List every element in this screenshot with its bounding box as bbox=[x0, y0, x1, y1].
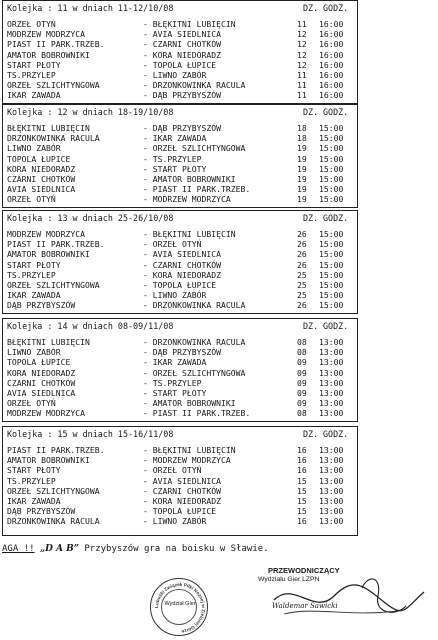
match-time: 16:00 bbox=[319, 19, 344, 29]
away-team: - DĄB PRZYBYSZÓW bbox=[143, 123, 221, 133]
away-team: - ORZEŁ OTYŃ bbox=[143, 239, 202, 250]
match-row bbox=[3, 455, 363, 465]
home-team: MODRZEW MODRZYCA bbox=[7, 29, 85, 40]
home-team: CZARNI CHOTKÓW bbox=[7, 174, 76, 184]
away-team: - AVIA SIEDLNICA bbox=[143, 29, 221, 40]
away-team: - AVIA SIEDLNICA bbox=[143, 249, 221, 260]
home-team: AMATOR BOBROWNIKI bbox=[7, 249, 90, 260]
round-box bbox=[2, 104, 358, 208]
home-team: BŁĘKITNI LUBIĘCIN bbox=[7, 337, 90, 347]
match-time: 16:00 bbox=[319, 80, 344, 91]
home-team: AVIA SIEDLNICA bbox=[7, 388, 76, 398]
match-time: 13:00 bbox=[319, 347, 344, 358]
match-row bbox=[3, 39, 363, 49]
round-header bbox=[7, 1, 357, 15]
note-text: Przybyszów gra na boisku w Sławie. bbox=[78, 544, 269, 554]
home-team: PIAST II PARK.TRZEB. bbox=[7, 239, 105, 250]
day-column-header: DZ. bbox=[303, 321, 319, 331]
round-header bbox=[7, 319, 357, 333]
round-box bbox=[2, 0, 358, 104]
home-team: ORZEŁ OTYŃ bbox=[7, 398, 56, 409]
match-day: 19 bbox=[297, 153, 307, 164]
home-team: START PŁOTY bbox=[7, 259, 61, 270]
round-box bbox=[2, 318, 358, 422]
match-day: 19 bbox=[297, 184, 307, 195]
match-time: 15:00 bbox=[319, 184, 344, 195]
match-day: 12 bbox=[297, 39, 307, 50]
match-row bbox=[3, 164, 363, 174]
away-team: - IKAR ZAWADA bbox=[143, 357, 207, 368]
home-team: TS.PRZYLEP bbox=[7, 269, 56, 280]
match-row bbox=[3, 184, 363, 194]
stamp-ring-text: Lubuski Związek Piłki Nożnej w Zielonej Górze bbox=[153, 581, 207, 634]
home-team: MODRZEW MODRZYCA bbox=[7, 408, 85, 419]
match-day: 16 bbox=[297, 455, 307, 466]
round-title: Kolejka : 13 w dniach 25-26/10/08 bbox=[7, 213, 174, 223]
away-team: - TS.PRZYLEP bbox=[143, 377, 202, 388]
match-day: 15 bbox=[297, 506, 307, 517]
match-day: 19 bbox=[297, 194, 307, 205]
away-team: - DĄB PRZYBYSZÓW bbox=[143, 90, 221, 101]
away-team: - IKAR ZAWADA bbox=[143, 133, 207, 144]
away-team: - KORA NIEDORADZ bbox=[143, 496, 221, 506]
match-time: 15:00 bbox=[319, 194, 344, 205]
home-team: TS.PRZYLEP bbox=[7, 70, 56, 80]
match-day: 26 bbox=[297, 229, 307, 239]
away-team: - AVIA SIEDLNICA bbox=[143, 475, 221, 486]
match-row bbox=[3, 143, 363, 153]
home-team: MODRZEW MODRZYCA bbox=[7, 229, 85, 239]
match-time: 15:00 bbox=[319, 290, 344, 301]
home-team: CZARNI CHOTKÓW bbox=[7, 377, 76, 388]
match-time: 15:00 bbox=[319, 143, 344, 154]
match-row bbox=[3, 445, 363, 455]
away-team: - AMATOR BOBROWNIKI bbox=[143, 398, 236, 409]
away-team: - PIAST II PARK.TRZEB. bbox=[143, 184, 251, 195]
round-title: Kolejka : 14 w dniach 08-09/11/08 bbox=[7, 321, 174, 331]
away-team: - CZARNI CHOTKÓW bbox=[143, 485, 221, 496]
away-team: - TOPOLA ŁUPICE bbox=[143, 280, 217, 290]
match-row bbox=[3, 357, 363, 367]
match-row bbox=[3, 80, 363, 90]
match-time: 16:00 bbox=[319, 70, 344, 80]
away-team: - CZARNI CHOTKÓW bbox=[143, 259, 221, 270]
away-team: - TS.PRZYLEP bbox=[143, 153, 202, 164]
match-time: 13:00 bbox=[319, 485, 344, 496]
match-day: 11 bbox=[297, 80, 307, 91]
match-day: 09 bbox=[297, 388, 307, 398]
day-column-header: DZ. bbox=[303, 107, 319, 117]
home-team: TOPOLA ŁUPICE bbox=[7, 357, 71, 368]
stamp-center-text: Wydział Gier bbox=[164, 601, 196, 607]
match-day: 26 bbox=[297, 239, 307, 250]
match-row bbox=[3, 476, 363, 486]
away-team: - BŁĘKITNI LUBIĘCIN bbox=[143, 19, 236, 29]
home-team: PIAST II PARK.TRZEB. bbox=[7, 445, 105, 455]
away-team: - CZARNI CHOTKÓW bbox=[143, 39, 221, 50]
match-time: 13:00 bbox=[319, 367, 344, 378]
match-time: 15:00 bbox=[319, 133, 344, 144]
match-row bbox=[3, 174, 363, 184]
time-column-header: GODZ. bbox=[323, 213, 349, 223]
match-day: 25 bbox=[297, 290, 307, 301]
signature-name: Waldemar Sawicki bbox=[272, 602, 338, 610]
match-time: 13:00 bbox=[319, 475, 344, 486]
match-day: 26 bbox=[297, 249, 307, 260]
match-day: 16 bbox=[297, 445, 307, 455]
away-team: - DRZONKOWINKA RACULA bbox=[143, 80, 246, 91]
match-row bbox=[3, 347, 363, 357]
match-row bbox=[3, 388, 363, 398]
match-time: 13:00 bbox=[319, 516, 344, 527]
match-time: 13:00 bbox=[319, 408, 344, 419]
home-team: AVIA SIEDLNICA bbox=[7, 184, 76, 195]
match-time: 13:00 bbox=[319, 337, 344, 347]
home-team: KORA NIEDORADZ bbox=[7, 367, 76, 378]
round-header bbox=[7, 105, 357, 119]
match-day: 12 bbox=[297, 29, 307, 40]
away-team: - ORZEŁ SZLICHTYNGOWA bbox=[143, 367, 246, 378]
match-time: 13:00 bbox=[319, 398, 344, 409]
match-time: 15:00 bbox=[319, 259, 344, 270]
match-day: 08 bbox=[297, 337, 307, 347]
match-row bbox=[3, 465, 363, 475]
day-column-header: DZ. bbox=[303, 213, 319, 223]
match-row bbox=[3, 239, 363, 249]
home-team: ORZEŁ OTYŃ bbox=[7, 194, 56, 205]
match-day: 08 bbox=[297, 408, 307, 419]
match-time: 15:00 bbox=[319, 280, 344, 290]
home-team: LIWNO ZABÓR bbox=[7, 347, 61, 358]
match-time: 16:00 bbox=[319, 29, 344, 40]
note-team-name: „D A B” bbox=[39, 544, 79, 554]
match-row bbox=[3, 194, 363, 204]
away-team: - MODRZEW MODRZYCA bbox=[143, 455, 231, 466]
away-team: - AMATOR BOBROWNIKI bbox=[143, 174, 236, 184]
venue-note bbox=[2, 544, 269, 554]
away-team: - BŁĘKITNI LUBIĘCIN bbox=[143, 445, 236, 455]
match-time: 15:00 bbox=[319, 153, 344, 164]
match-time: 16:00 bbox=[319, 59, 344, 70]
match-time: 15:00 bbox=[319, 123, 344, 133]
away-team: - DRZONKOWINKA RACULA bbox=[143, 337, 246, 347]
signature-title: PRZEWODNICZĄCY bbox=[268, 566, 340, 575]
match-day: 12 bbox=[297, 59, 307, 70]
away-team: - DRZONKOWINKA RACULA bbox=[143, 300, 246, 311]
match-day: 08 bbox=[297, 347, 307, 358]
match-time: 15:00 bbox=[319, 163, 344, 174]
away-team: - BŁĘKITNI LUBIĘCIN bbox=[143, 229, 236, 239]
match-time: 15:00 bbox=[319, 300, 344, 311]
match-row bbox=[3, 516, 363, 526]
match-day: 16 bbox=[297, 516, 307, 527]
away-team: - TOPOLA ŁUPICE bbox=[143, 506, 217, 517]
match-day: 09 bbox=[297, 367, 307, 378]
round-title: Kolejka : 15 w dniach 15-16/11/08 bbox=[7, 429, 174, 439]
match-time: 16:00 bbox=[319, 90, 344, 101]
match-row bbox=[3, 368, 363, 378]
round-box bbox=[2, 426, 358, 536]
away-team: - START PŁOTY bbox=[143, 163, 207, 174]
match-row bbox=[3, 280, 363, 290]
match-time: 13:00 bbox=[319, 455, 344, 466]
match-day: 25 bbox=[297, 280, 307, 290]
home-team: BŁĘKITNI LUBIĘCIN bbox=[7, 123, 90, 133]
home-team: ORZEŁ SZLICHTYNGOWA bbox=[7, 280, 100, 290]
match-row bbox=[3, 506, 363, 516]
match-row bbox=[3, 19, 363, 29]
time-column-header: GODZ. bbox=[323, 107, 349, 117]
home-team: PIAST II PARK.TRZEB. bbox=[7, 39, 105, 50]
match-row bbox=[3, 260, 363, 270]
away-team: - START PŁOTY bbox=[143, 388, 207, 398]
match-day: 18 bbox=[297, 133, 307, 144]
away-team: - LIWNO ZABÓR bbox=[143, 516, 207, 527]
match-time: 13:00 bbox=[319, 357, 344, 368]
match-day: 15 bbox=[297, 496, 307, 506]
match-row bbox=[3, 249, 363, 259]
signature-block bbox=[254, 566, 434, 640]
match-day: 11 bbox=[297, 90, 307, 101]
match-day: 19 bbox=[297, 143, 307, 154]
match-day: 12 bbox=[297, 49, 307, 60]
round-header bbox=[7, 211, 357, 225]
home-team: AMATOR BOBROWNIKI bbox=[7, 49, 90, 60]
signature-subtitle: Wydziału Gier LZPN bbox=[258, 576, 320, 583]
match-time: 13:00 bbox=[319, 377, 344, 388]
home-team: TS.PRZYLEP bbox=[7, 475, 56, 486]
home-team: IKAR ZAWADA bbox=[7, 90, 61, 101]
away-team: - KORA NIEDORADZ bbox=[143, 49, 221, 60]
match-time: 15:00 bbox=[319, 239, 344, 250]
away-team: - DĄB PRZYBYSZÓW bbox=[143, 347, 221, 358]
home-team: DRZONKOWINKA RACULA bbox=[7, 516, 100, 527]
match-row bbox=[3, 229, 363, 239]
match-row bbox=[3, 133, 363, 143]
away-team: - LIWNO ZABÓR bbox=[143, 290, 207, 301]
match-time: 16:00 bbox=[319, 49, 344, 60]
time-column-header: GODZ. bbox=[323, 429, 349, 439]
match-time: 13:00 bbox=[319, 388, 344, 398]
round-title: Kolejka : 11 w dniach 11-12/10/08 bbox=[7, 3, 174, 13]
home-team: DĄB PRZYBYSZÓW bbox=[7, 300, 76, 311]
match-day: 26 bbox=[297, 300, 307, 311]
match-row bbox=[3, 123, 363, 133]
home-team: LIWNO ZABÓR bbox=[7, 143, 61, 154]
match-row bbox=[3, 408, 363, 418]
match-row bbox=[3, 154, 363, 164]
home-team: TOPOLA ŁUPICE bbox=[7, 153, 71, 164]
match-day: 09 bbox=[297, 357, 307, 368]
match-time: 13:00 bbox=[319, 445, 344, 455]
away-team: - KORA NIEDORADZ bbox=[143, 269, 221, 280]
match-row bbox=[3, 300, 363, 310]
round-title: Kolejka : 12 w dniach 18-19/10/08 bbox=[7, 107, 174, 117]
match-row bbox=[3, 270, 363, 280]
match-row bbox=[3, 50, 363, 60]
match-time: 16:00 bbox=[319, 39, 344, 50]
home-team: ORZEŁ SZLICHTYNGOWA bbox=[7, 485, 100, 496]
match-day: 19 bbox=[297, 174, 307, 184]
match-day: 11 bbox=[297, 19, 307, 29]
match-row bbox=[3, 486, 363, 496]
match-row bbox=[3, 290, 363, 300]
home-team: ORZEŁ SZLICHTYNGOWA bbox=[7, 80, 100, 91]
stamp-inner-circle bbox=[161, 589, 197, 625]
away-team: - ORZEŁ OTYŃ bbox=[143, 465, 202, 476]
home-team: IKAR ZAWADA bbox=[7, 290, 61, 301]
home-team: START PŁOTY bbox=[7, 465, 61, 476]
match-time: 15:00 bbox=[319, 249, 344, 260]
round-header bbox=[7, 427, 357, 441]
home-team: KORA NIEDORADZ bbox=[7, 163, 76, 174]
away-team: - PIAST II PARK.TRZEB. bbox=[143, 408, 251, 419]
match-row bbox=[3, 29, 363, 39]
match-time: 15:00 bbox=[319, 229, 344, 239]
match-row bbox=[3, 378, 363, 388]
time-column-header: GODZ. bbox=[323, 321, 349, 331]
match-time: 15:00 bbox=[319, 174, 344, 184]
match-day: 18 bbox=[297, 123, 307, 133]
time-column-header: GODZ. bbox=[323, 3, 349, 13]
match-day: 16 bbox=[297, 465, 307, 476]
home-team: AMATOR BOBROWNIKI bbox=[7, 455, 90, 466]
away-team: - TOPOLA ŁUPICE bbox=[143, 59, 217, 70]
match-row bbox=[3, 337, 363, 347]
home-team: ORZEŁ OTYŃ bbox=[7, 19, 56, 29]
match-day: 19 bbox=[297, 163, 307, 174]
round-box bbox=[2, 210, 358, 314]
match-time: 13:00 bbox=[319, 465, 344, 476]
match-row bbox=[3, 90, 363, 100]
match-time: 13:00 bbox=[319, 506, 344, 517]
match-day: 15 bbox=[297, 475, 307, 486]
match-day: 09 bbox=[297, 377, 307, 388]
match-row bbox=[3, 70, 363, 80]
home-team: START PŁOTY bbox=[7, 59, 61, 70]
home-team: DRZONKOWINKA RACULA bbox=[7, 133, 100, 144]
match-row bbox=[3, 496, 363, 506]
home-team: DĄB PRZYBYSZÓW bbox=[7, 506, 76, 517]
match-day: 25 bbox=[297, 269, 307, 280]
match-day: 09 bbox=[297, 398, 307, 409]
match-day: 15 bbox=[297, 485, 307, 496]
away-team: - ORZEŁ SZLICHTYNGOWA bbox=[143, 143, 246, 154]
match-day: 11 bbox=[297, 70, 307, 80]
match-row bbox=[3, 60, 363, 70]
day-column-header: DZ. bbox=[303, 3, 319, 13]
away-team: - MODRZEW MODRZYCA bbox=[143, 194, 231, 205]
match-day: 26 bbox=[297, 259, 307, 270]
note-prefix: AGA !! bbox=[2, 544, 35, 554]
match-time: 13:00 bbox=[319, 496, 344, 506]
home-team: IKAR ZAWADA bbox=[7, 496, 61, 506]
day-column-header: DZ. bbox=[303, 429, 319, 439]
match-row bbox=[3, 398, 363, 408]
official-stamp bbox=[150, 578, 208, 636]
match-time: 15:00 bbox=[319, 269, 344, 280]
away-team: - LIWNO ZABÓR bbox=[143, 70, 207, 80]
